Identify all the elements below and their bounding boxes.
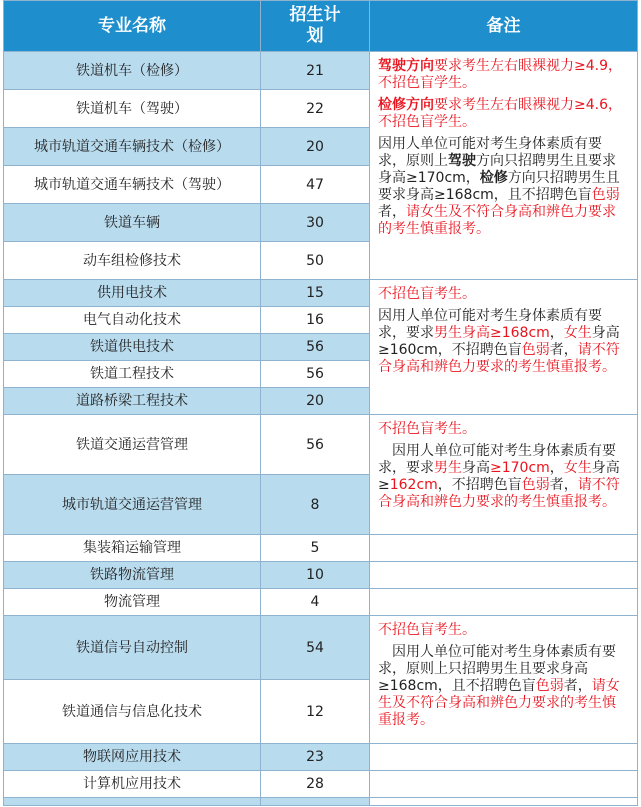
note-cell-empty — [370, 535, 638, 562]
major-quota: 30 — [261, 204, 370, 242]
major-name: 集装箱运输管理 — [4, 535, 261, 562]
table-row — [4, 280, 638, 307]
note-cell-empty — [370, 562, 638, 589]
note-cell-group-2 — [370, 280, 638, 415]
note-cell-group-3 — [370, 415, 638, 535]
major-quota: 54 — [261, 616, 370, 680]
major-quota: 56 — [261, 361, 370, 388]
major-quota: 22 — [261, 90, 370, 128]
major-name: 铁道工程技术 — [4, 361, 261, 388]
major-name: 城市轨道交通运营管理 — [4, 475, 261, 535]
table-row-partial — [4, 798, 638, 806]
note-requirements: 因用人单位可能对考生身体素质有要求，要求男生身高≥170cm，女生身高≥162cm，不招聘色盲色弱者，请不符合身高和辨色力要求的考生慎重报考。 — [378, 443, 620, 510]
major-quota: 8 — [261, 475, 370, 535]
table-row — [4, 744, 638, 771]
major-quota: 56 — [261, 334, 370, 361]
major-quota: 47 — [261, 166, 370, 204]
major-quota: 4 — [261, 589, 370, 616]
major-quota: 16 — [261, 307, 370, 334]
table-row — [4, 616, 638, 680]
note-requirements: 因用人单位可能对考生身体素质有要求，原则上驾驶方向只招聘男生且要求身高≥170cm，检修方向只招聘男生且要求身高≥168cm，且不招聘色盲色弱者，请女生及不符合身高和辨色力要求的考生慎重报考。 — [378, 136, 620, 237]
major-name: 物联网应用技术 — [4, 744, 261, 771]
note-cell-group-4 — [370, 616, 638, 744]
major-quota: 20 — [261, 388, 370, 415]
major-quota: 28 — [261, 771, 370, 798]
header-major-name: 专业名称 — [4, 1, 261, 52]
major-name: 道路桥梁工程技术 — [4, 388, 261, 415]
major-name: 铁道机车（驾驶） — [4, 90, 261, 128]
major-quota: 20 — [261, 128, 370, 166]
major-quota: 50 — [261, 242, 370, 280]
major-quota: 5 — [261, 535, 370, 562]
major-quota: 23 — [261, 744, 370, 771]
major-quota-cut — [261, 798, 370, 806]
major-quota: 15 — [261, 280, 370, 307]
note-no-colorblind: 不招色盲考生。 — [378, 286, 476, 302]
major-quota: 10 — [261, 562, 370, 589]
note-no-colorblind: 不招色盲考生。 — [378, 421, 476, 437]
header-quota — [261, 1, 370, 52]
table-row — [4, 415, 638, 475]
major-name: 铁道供电技术 — [4, 334, 261, 361]
table-row — [4, 589, 638, 616]
major-name: 计算机应用技术 — [4, 771, 261, 798]
major-name: 铁道交通运营管理 — [4, 415, 261, 475]
major-name: 物流管理 — [4, 589, 261, 616]
admissions-table — [3, 0, 638, 806]
major-name: 铁道机车（检修） — [4, 52, 261, 90]
note-cell-empty — [370, 589, 638, 616]
table-row — [4, 52, 638, 90]
major-name: 电气自动化技术 — [4, 307, 261, 334]
major-name: 铁路物流管理 — [4, 562, 261, 589]
major-name: 动车组检修技术 — [4, 242, 261, 280]
major-quota: 12 — [261, 680, 370, 744]
major-quota: 56 — [261, 415, 370, 475]
major-name: 铁道通信与信息化技术 — [4, 680, 261, 744]
note-requirements: 因用人单位可能对考生身体素质有要求，要求男生身高≥168cm，女生身高≥160cm，不招聘色盲色弱者，请不符合身高和辨色力要求的考生慎重报考。 — [378, 308, 620, 375]
table-row — [4, 562, 638, 589]
note-driving: 驾驶方向要求考生左右眼裸视力≥4.9，不招色盲学生。 — [378, 58, 622, 91]
note-no-colorblind: 不招色盲考生。 — [378, 622, 476, 638]
note-cell-empty — [370, 798, 638, 806]
table-row — [4, 771, 638, 798]
major-quota: 21 — [261, 52, 370, 90]
header-quota-text: 招生计划 — [289, 5, 341, 46]
header-row — [4, 1, 638, 52]
note-requirements: 因用人单位可能对考生身体素质有要求，原则上只招聘男生且要求身高≥168cm，且不招聘色盲色弱者，请女生及不符合身高和辨色力要求的考生慎重报考。 — [378, 644, 620, 728]
major-name: 城市轨道交通车辆技术（检修） — [4, 128, 261, 166]
note-repair: 检修方向要求考生左右眼裸视力≥4.6，不招色盲学生。 — [378, 97, 622, 130]
table-row — [4, 535, 638, 562]
header-note: 备注 — [370, 1, 638, 52]
major-name: 城市轨道交通车辆技术（驾驶） — [4, 166, 261, 204]
note-cell-group-1 — [370, 52, 638, 280]
major-name: 供用电技术 — [4, 280, 261, 307]
note-cell-empty — [370, 771, 638, 798]
major-name-cut — [4, 798, 261, 806]
major-name: 铁道信号自动控制 — [4, 616, 261, 680]
major-name: 铁道车辆 — [4, 204, 261, 242]
note-cell-empty — [370, 744, 638, 771]
